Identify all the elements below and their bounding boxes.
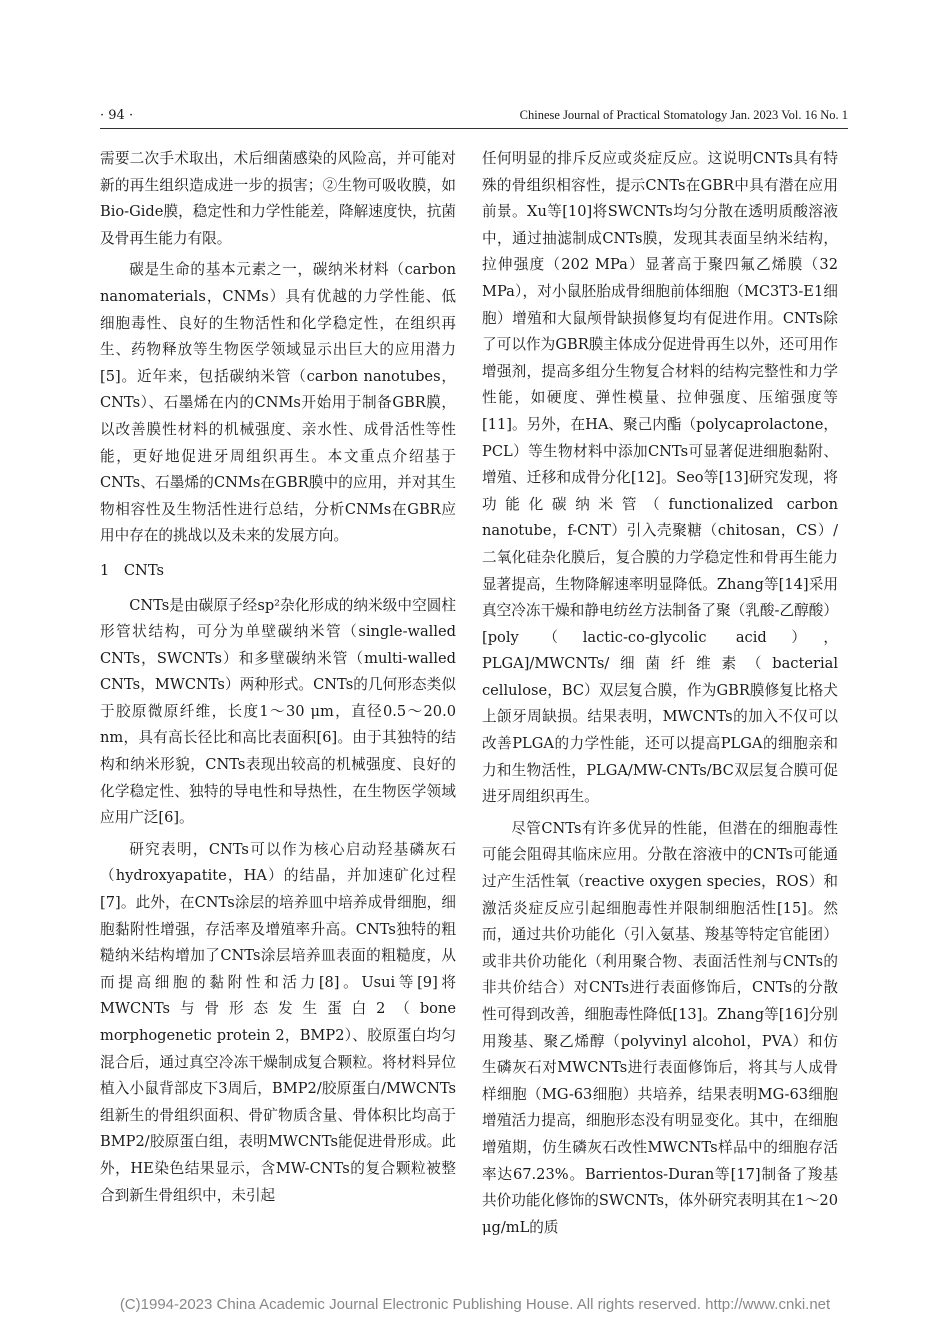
section-title-cnts: 1 CNTs — [100, 561, 164, 579]
header-rule — [100, 128, 848, 129]
paragraph-intro-cnms: 碳是生命的基本元素之一，碳纳米材料（carbon nanomaterials，CNMs）具有优越的力学性能、低细胞毒性、良好的生物活性和化学稳定性，在组织再生、药物释放等生物医学领域显示出巨大的应用潜力[5]。近年来，包括碳纳米管（carbon nanotubes，CNTs）、石墨烯在内的CNMs开始用于制备GBR膜，以改善膜性材料的机械强度、亲水性、成骨活性等性能，更好地促进牙周组织再生。本文重点介绍基于CNTs、石墨烯的CNMs在GBR膜中的应用，并对其生物相容性及生物活性进行总结，分析CNMs在GBR应用中存在的挑战以及未来的发展方向。 — [100, 261, 456, 545]
copyright-footer: (C)1994-2023 China Academic Journal Electronic Publishing House. All rights reserved. http://www.cnki.net — [119, 1296, 831, 1313]
paragraph-cnts-definition: CNTs是由碳原子经sp²杂化形成的纳米级中空圆柱形管状结构，可分为单壁碳纳米管（single-walled CNTs，SWCNTs）和多壁碳纳米管（multi-walled CNTs，MWCNTs）两种形式。CNTs的几何形态类似于胶原微原纤维，长度1～30 μm，直径0.5～20.0 nm，具有高长径比和高比表面积[6]。由于其独特的结构和纳米形貌，CNTs表现出较高的机械强度、良好的化学稳定性、独特的导电性和导热性，在生物医学领域应用广泛[6]。 — [100, 596, 456, 827]
paragraph-continued: 需要二次手术取出，术后细菌感染的风险高，并可能对新的再生组织造成进一步的损害；②生物可吸收膜，如Bio-Gide膜，稳定性和力学性能差，降解速度快，抗菌及骨再生能力有限。 — [100, 150, 456, 247]
journal-header: Chinese Journal of Practical Stomatology Jan. 2023 Vol. 16 No. 1 — [519, 108, 848, 122]
paragraph-cnts-toxicity: 尽管CNTs有许多优异的性能，但潜在的细胞毒性可能会阻碍其临床应用。分散在溶液中的CNTs可能通过产生活性氧（reactive oxygen species，ROS）和激活炎症反应引起细胞毒性并限制细胞活性[15]。然而，通过共价功能化（引入氨基、羧基等特定官能团）或非共价功能化（利用聚合物、表面活性剂与CNTs的非共价结合）对CNTs进行表面修饰后，CNTs的分散性可得到改善，细胞毒性降低[13]。Zhang等[16]分别用羧基、聚乙烯醇（polyvinyl alcohol，PVA）和仿生磷灰石对MWCNTs进行表面修饰后，将其与人成骨样细胞（MG-63细胞）共培养，结果表明MG-63细胞增殖活力提高，细胞形态没有明显变化。其中，在细胞增殖期，仿生磷灰石改性MWCNTs样品中的细胞存活率达67.23%。Barrientos-Duran等[17]制备了羧基共价功能化修饰的SWCNTs，体外研究表明其在1～20 μg/mL的质 — [482, 819, 838, 1236]
paragraph-cnts-applications: 任何明显的排斥反应或炎症反应。这说明CNTs具有特殊的骨组织相容性，提示CNTs在GBR中具有潜在应用前景。Xu等[10]将SWCNTs均匀分散在透明质酸溶液中，通过抽滤制成CNTs膜，发现其表面呈纳米结构，拉伸强度（202 MPa）显著高于聚四氟乙烯膜（32 MPa），对小鼠胚胎成骨细胞前体细胞（MC3T3-E1细胞）增殖和大鼠颅骨缺损修复均有促进作用。CNTs除了可以作为GBR膜主体成分促进骨再生以外，还可用作增强剂，提高多组分生物复合材料的结构完整性和力学性能，如硬度、弹性模量、拉伸强度、压缩强度等[11]。另外，在HA、聚己内酯（polycaprolactone，PCL）等生物材料中添加CNTs可显著促进细胞黏附、增殖、迁移和成骨分化[12]。Seo等[13]研究发现，将功能化碳纳米管（functionalized carbon nanotube，f-CNT）引入壳聚糖（chitosan，CS）/二氧化硅杂化膜后，复合膜的力学稳定性和骨再生能力显著提高，生物降解速率明显降低。Zhang等[14]采用真空冷冻干燥和静电纺丝方法制备了聚（乳酸-乙醇酸）[poly（lactic-co-glycolic acid），PLGA]/MWCNTs/细菌纤维素（bacterial cellulose，BC）双层复合膜，作为GBR膜修复比格犬上颌牙周缺损。结果表明，MWCNTs的加入不仅可以改善PLGA的力学性能，还可以提高PLGA的细胞亲和力和生物活性，PLGA/MW-CNTs/BC双层复合膜可促进牙周组织再生。 — [482, 150, 838, 806]
page-number: · 94 · — [100, 108, 134, 123]
left-column — [100, 146, 456, 1209]
paragraph-cnts-research: 研究表明，CNTs可以作为核心启动羟基磷灰石（hydroxyapatite，HA）的结晶，并加速矿化过程[7]。此外，在CNTs涂层的培养皿中培养成骨细胞，细胞黏附性增强，存活率及增殖率升高。CNTs独特的粗糙纳米结构增加了CNTs涂层培养皿表面的粗糙度，从而提高细胞的黏附性和活力[8]。Usui等[9]将MWCNTs与骨形态发生蛋白2（bone morphogenetic protein 2，BMP2）、胶原蛋白均匀混合后，通过真空冷冻干燥制成复合颗粒。将材料异位植入小鼠背部皮下3周后，BMP2/胶原蛋白/MWCNTs组新生的骨组织面积、骨矿物质含量、骨体积比均高于BMP2/胶原蛋白组，表明MWCNTs能促进骨形成。此外，HE染色结果显示，含MW-CNTs的复合颗粒被整合到新生骨组织中，未引起 — [100, 840, 456, 1204]
right-column — [482, 146, 838, 1241]
